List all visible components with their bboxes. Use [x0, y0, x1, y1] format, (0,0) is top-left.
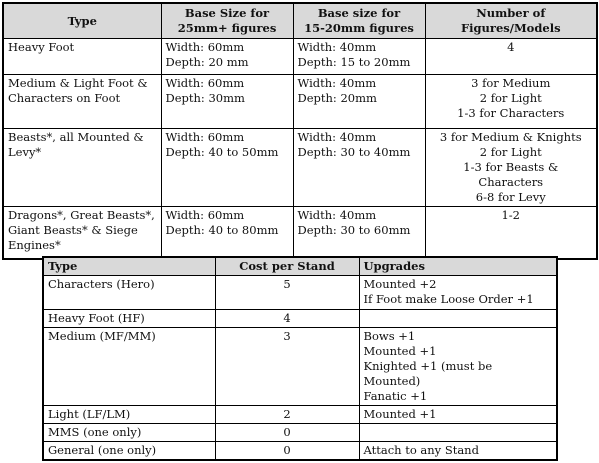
cell-text: 2 for Light	[479, 145, 542, 159]
header-type: Type	[43, 257, 215, 276]
table-row	[43, 310, 557, 328]
cell-upgrades	[359, 328, 557, 406]
cell-text: 1-3 for Beasts & Characters	[463, 160, 559, 189]
cell-size-25mm	[161, 75, 293, 129]
cell-type: Light (LF/LM)	[43, 406, 215, 424]
cell-text: Depth: 20mm	[297, 91, 377, 105]
table-row	[3, 75, 597, 129]
cell-text: If Foot make Loose Order +1	[363, 292, 534, 306]
cell-text: Depth: 30 to 60mm	[297, 223, 411, 237]
header-base-25mm-line1: Base Size for	[184, 6, 270, 20]
header-figures	[425, 3, 597, 39]
cell-text: Width: 40mm	[297, 208, 377, 222]
cell-text: 3 for Medium	[471, 76, 551, 90]
table-row	[3, 39, 597, 75]
cell-type: Heavy Foot (HF)	[43, 310, 215, 328]
base-size-header-row	[3, 3, 597, 39]
cell-text: Width: 60mm	[165, 130, 245, 144]
cell-size-25mm	[161, 129, 293, 207]
table-row	[43, 442, 557, 461]
cell-text: Bows +1	[363, 329, 416, 343]
cell-text: Width: 60mm	[165, 208, 245, 222]
cell-text: Heavy Foot	[8, 40, 75, 54]
cell-text: Depth: 40 to 50mm	[165, 145, 279, 159]
cell-cost: 0	[215, 424, 359, 442]
cell-upgrades	[359, 276, 557, 310]
cell-size-15mm	[293, 207, 425, 259]
cell-text: 1-3 for Characters	[457, 106, 565, 120]
cell-text: Width: 40mm	[297, 130, 377, 144]
cell-type: Characters (Hero)	[43, 276, 215, 310]
cell-figures	[425, 75, 597, 129]
cell-type	[3, 75, 161, 129]
cell-upgrades	[359, 424, 557, 442]
base-size-table	[2, 2, 598, 260]
cell-type: Medium (MF/MM)	[43, 328, 215, 406]
header-base-15mm-line2: 15-20mm figures	[304, 21, 414, 35]
cell-cost: 2	[215, 406, 359, 424]
table-row	[43, 276, 557, 310]
cell-upgrades	[359, 406, 557, 424]
cell-text: Depth: 30 to 40mm	[297, 145, 411, 159]
table-row	[43, 406, 557, 424]
cell-type: MMS (one only)	[43, 424, 215, 442]
header-figures-line2: Figures/Models	[460, 21, 561, 35]
header-base-25mm-line2: 25mm+ figures	[177, 21, 277, 35]
cell-text: Depth: 40 to 80mm	[165, 223, 279, 237]
cell-text: Attach to any Stand	[363, 443, 479, 457]
cell-type	[3, 129, 161, 207]
cell-text: Beasts*, all Mounted &	[8, 130, 144, 144]
cell-text: Mounted +2	[363, 277, 437, 291]
cost-table	[42, 256, 558, 461]
cell-text: Mounted +1	[363, 407, 437, 421]
cell-text: Width: 40mm	[297, 76, 377, 90]
cell-size-15mm	[293, 39, 425, 75]
cell-text: Dragons*, Great Beasts*,	[8, 208, 155, 222]
cell-type	[3, 39, 161, 75]
cell-upgrades	[359, 442, 557, 461]
cell-text: Mounted +1	[363, 344, 437, 358]
cell-text: Width: 60mm	[165, 40, 245, 54]
cell-type	[3, 207, 161, 259]
table-row	[3, 129, 597, 207]
cell-text: Depth: 20 mm	[165, 55, 249, 69]
table-row	[43, 424, 557, 442]
header-cost-per-stand: Cost per Stand	[215, 257, 359, 276]
cell-text: 2 for Light	[479, 91, 542, 105]
cell-size-15mm	[293, 129, 425, 207]
cell-text: Depth: 30mm	[165, 91, 245, 105]
cell-text: Knighted +1 (must be Mounted)	[363, 359, 493, 388]
cell-type: General (one only)	[43, 442, 215, 461]
header-type-label: Type	[67, 13, 97, 28]
table-row	[3, 207, 597, 259]
header-type	[3, 3, 161, 39]
header-figures-line1: Number of	[476, 6, 546, 20]
cell-text: 6-8 for Levy	[475, 190, 546, 204]
cell-cost: 5	[215, 276, 359, 310]
cell-text: Fanatic +1	[363, 389, 428, 403]
cell-cost: 3	[215, 328, 359, 406]
cell-figures	[425, 129, 597, 207]
cell-text: Levy*	[8, 145, 42, 159]
cell-text: Width: 60mm	[165, 76, 245, 90]
cell-text: Giant Beasts* & Siege	[8, 223, 138, 237]
cell-text: Width: 40mm	[297, 40, 377, 54]
cell-text: Medium & Light Foot &	[8, 76, 148, 90]
cell-cost: 4	[215, 310, 359, 328]
cell-upgrades	[359, 310, 557, 328]
cost-header-row	[43, 257, 557, 276]
header-base-15mm-line1: Base size for	[317, 6, 401, 20]
cell-size-25mm	[161, 207, 293, 259]
cell-figures	[425, 39, 597, 75]
cell-size-25mm	[161, 39, 293, 75]
table-row	[43, 328, 557, 406]
cell-text: Engines*	[8, 238, 61, 252]
cell-text: 3 for Medium & Knights	[439, 130, 582, 144]
cell-text: 1-2	[501, 208, 521, 222]
cell-text: 4	[507, 40, 515, 54]
cell-size-15mm	[293, 75, 425, 129]
header-upgrades: Upgrades	[359, 257, 557, 276]
cell-text: Characters on Foot	[8, 91, 121, 105]
cell-text: Depth: 15 to 20mm	[297, 55, 411, 69]
cell-figures	[425, 207, 597, 259]
header-base-25mm	[161, 3, 293, 39]
cell-cost: 0	[215, 442, 359, 461]
header-base-15mm	[293, 3, 425, 39]
